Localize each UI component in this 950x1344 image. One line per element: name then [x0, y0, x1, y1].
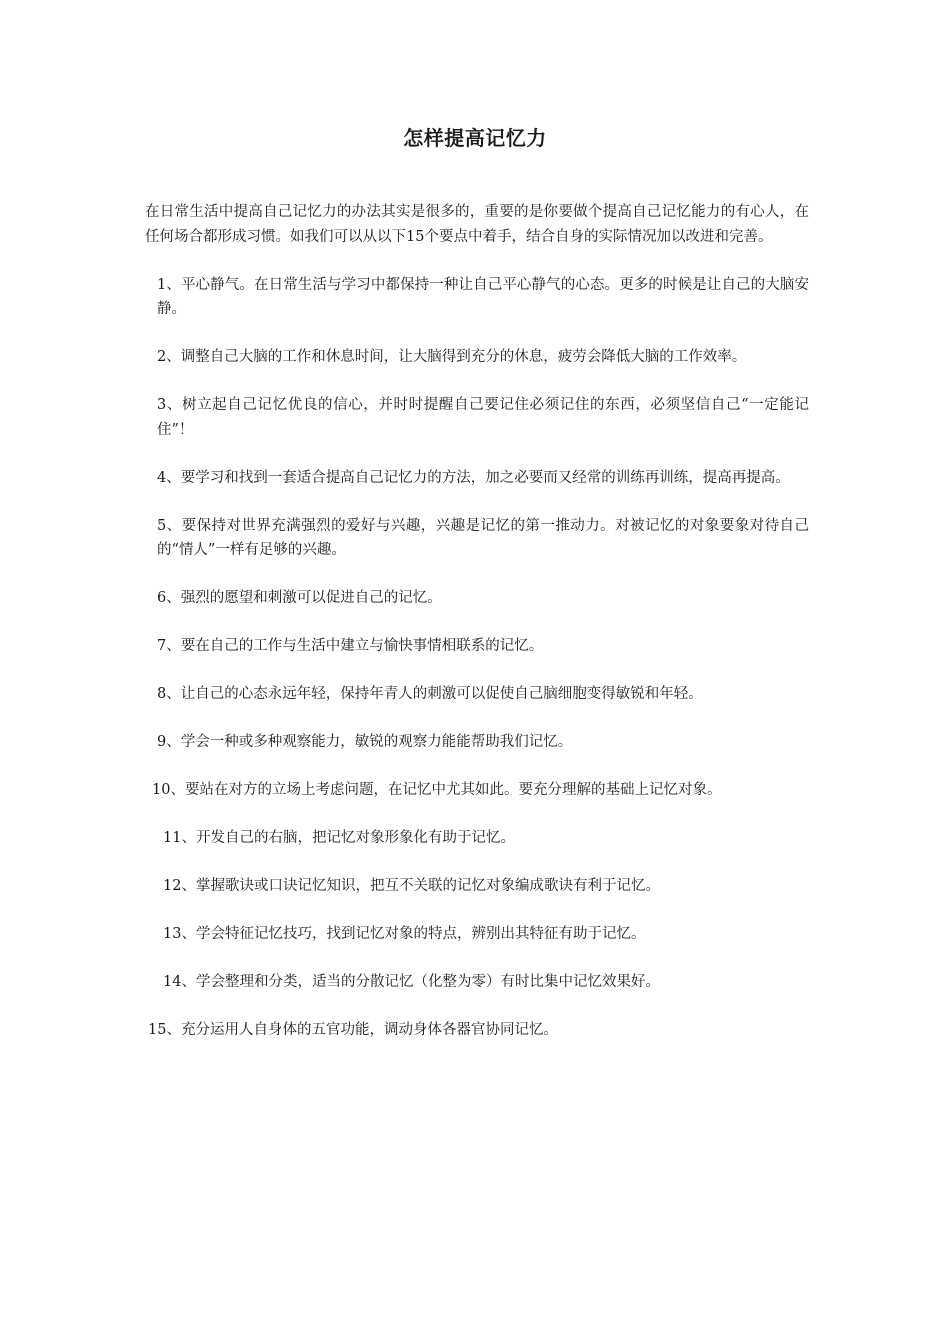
- list-item-7: 7、要在自己的工作与生活中建立与愉快事情相联系的记忆。: [157, 638, 544, 654]
- document-body: [145, 200, 809, 1066]
- list-item-11: 11、开发自己的右脑，把记忆对象形象化有助于记忆。: [163, 830, 515, 846]
- document-title: 怎样提高记忆力: [403, 126, 547, 150]
- list-item-4: 4、要学习和找到一套适合提高自己记忆力的方法，加之必要而又经常的训练再训练，提高再提高。: [157, 469, 790, 486]
- list-item-5: 5、要保持对世界充满强烈的爱好与兴趣，兴趣是记忆的第一推动力。对被记忆的对象要象对待自己的“情人”一样有足够的兴趣。: [157, 517, 809, 558]
- list-item-15: 15、充分运用人自身体的五官功能，调动身体各器官协同记忆。: [148, 1022, 558, 1038]
- list-item-13: 13、学会特征记忆技巧，找到记忆对象的特点，辨别出其特征有助于记忆。: [163, 926, 646, 942]
- list-item-2: 2、调整自己大脑的工作和休息时间，让大脑得到充分的休息，疲劳会降低大脑的工作效率。: [157, 349, 747, 365]
- list-item-3: 3、树立起自己记忆优良的信心，并时时提醒自己要记住必须记住的东西，必须坚信自己“一定能记住”！: [157, 397, 809, 438]
- list-item-10: 10、要站在对方的立场上考虑问题，在记忆中尤其如此。要充分理解的基础上记忆对象。: [152, 782, 722, 798]
- list-item-14: 14、学会整理和分类，适当的分散记忆（化整为零）有时比集中记忆效果好。: [163, 974, 660, 990]
- intro-paragraph: 在日常生活中提高自己记忆力的办法其实是很多的，重要的是你要做个提高自己记忆能力的有心人，在任何场合都形成习惯。如我们可以从以下15个要点中着手，结合自身的实际情况加以改进和完善。: [145, 204, 809, 245]
- list-item-12: 12、掌握歌诀或口诀记忆知识，把互不关联的记忆对象编成歌诀有利于记忆。: [163, 878, 660, 894]
- list-item-8: 8、让自己的心态永远年轻，保持年青人的刺激可以促使自己脑细胞变得敏锐和年轻。: [157, 686, 703, 702]
- list-item-9: 9、学会一种或多种观察能力，敏锐的观察力能能帮助我们记忆。: [157, 734, 573, 750]
- list-item-6: 6、强烈的愿望和刺激可以促进自己的记忆。: [157, 590, 442, 606]
- list-item-1: 1、平心静气。在日常生活与学习中都保持一种让自己平心静气的心态。更多的时候是让自己的大脑安静。: [157, 276, 809, 317]
